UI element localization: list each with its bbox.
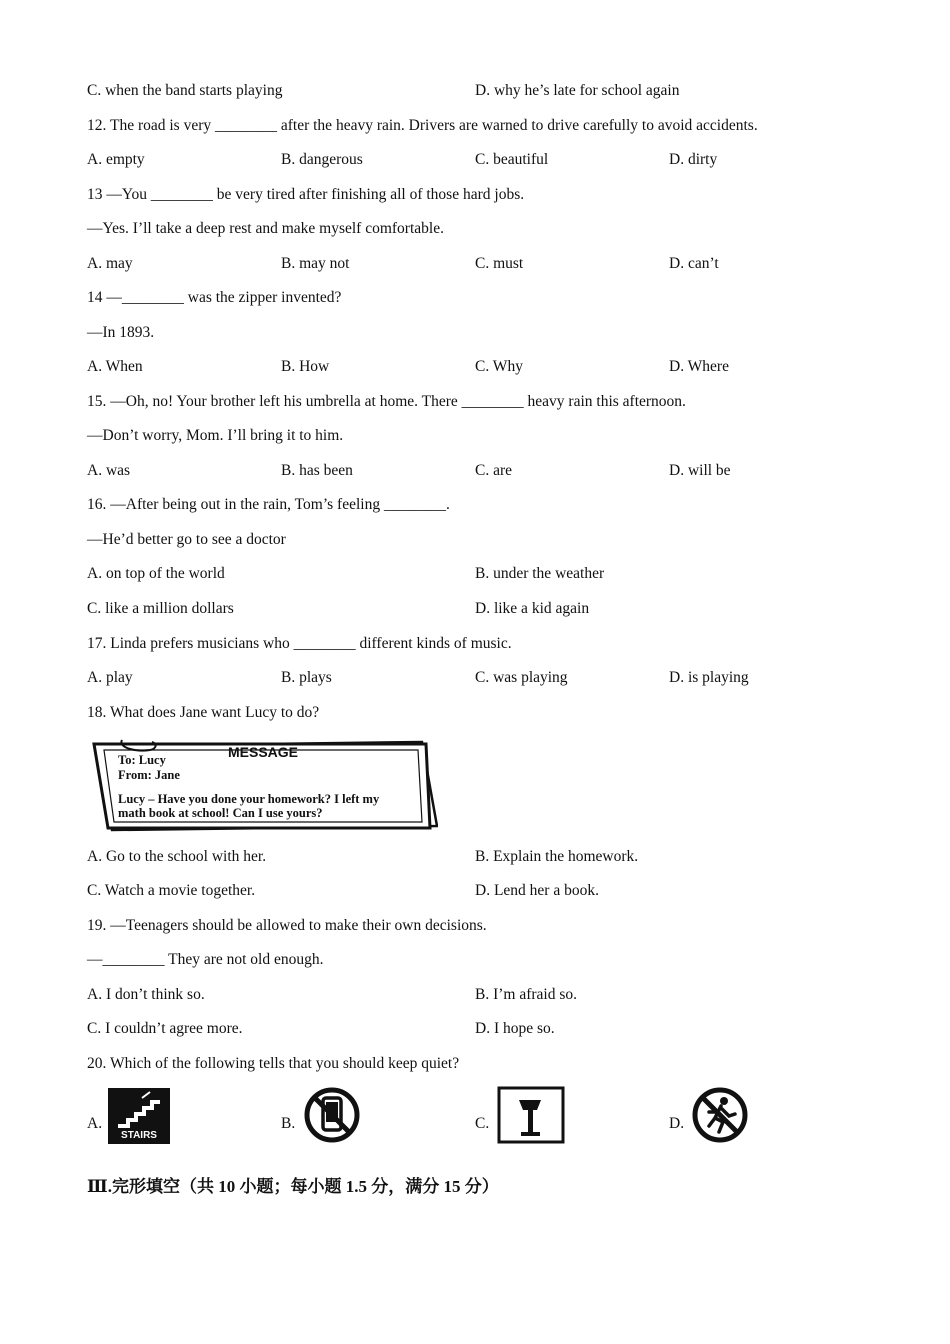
q15-option-a[interactable]: A. was: [87, 462, 131, 479]
q12-stem: 12. The road is very ________ after the heavy rain. Drivers are warned to drive carefully to avoid accidents.: [87, 117, 758, 134]
q18-stem: 18. What does Jane want Lucy to do?: [87, 704, 320, 721]
q12-option-c[interactable]: C. beautiful: [475, 151, 549, 168]
q12-option-a[interactable]: A. empty: [87, 151, 145, 168]
q16-reply: —He’d better go to see a doctor: [87, 531, 286, 548]
q11-option-c[interactable]: C. when the band starts playing: [87, 82, 283, 99]
q11-option-d[interactable]: D. why he’s late for school again: [475, 82, 680, 99]
q13-option-a[interactable]: A. may: [87, 255, 133, 272]
q17-option-b[interactable]: B. plays: [281, 669, 332, 686]
message-title: MESSAGE: [228, 744, 299, 760]
q18-option-b[interactable]: B. Explain the homework.: [475, 848, 639, 865]
q18-option-d[interactable]: D. Lend her a book.: [475, 882, 599, 899]
q20-option-c[interactable]: C.: [475, 1115, 490, 1132]
q19-option-c[interactable]: C. I couldn’t agree more.: [87, 1020, 243, 1037]
message-to: To: Lucy: [118, 753, 166, 767]
no-running-sign-icon[interactable]: [691, 1086, 749, 1149]
q20-option-d[interactable]: D.: [669, 1115, 685, 1132]
message-line-2: math book at school! Can I use yours?: [118, 806, 323, 820]
q14-reply: —In 1893.: [87, 324, 155, 341]
q20-option-a[interactable]: A.: [87, 1115, 103, 1132]
q16-option-d[interactable]: D. like a kid again: [475, 600, 590, 617]
stairs-sign-text: STAIRS: [121, 1130, 157, 1141]
section-3-heading: Ⅲ.完形填空（共 10 小题；每小题 1.5 分，满分 15 分）: [87, 1177, 499, 1196]
q13-option-b[interactable]: B. may not: [281, 255, 350, 272]
q13-reply: —Yes. I’ll take a deep rest and make myself comfortable.: [87, 220, 444, 237]
q19-stem: 19. —Teenagers should be allowed to make their own decisions.: [87, 917, 487, 934]
q16-option-b[interactable]: B. under the weather: [475, 565, 605, 582]
q18-option-c[interactable]: C. Watch a movie together.: [87, 882, 256, 899]
message-from: From: Jane: [118, 768, 180, 782]
q14-option-c[interactable]: C. Why: [475, 358, 523, 375]
q14-option-b[interactable]: B. How: [281, 358, 330, 375]
q16-option-a[interactable]: A. on top of the world: [87, 565, 225, 582]
q13-option-c[interactable]: C. must: [475, 255, 524, 272]
q15-stem: 15. —Oh, no! Your brother left his umbrella at home. There ________ heavy rain this afternoon.: [87, 393, 686, 410]
q13-stem: 13 —You ________ be very tired after finishing all of those hard jobs.: [87, 186, 525, 203]
q19-option-d[interactable]: D. I hope so.: [475, 1020, 555, 1037]
message-line-1: Lucy – Have you done your homework? I left my: [118, 792, 380, 806]
q19-reply: —________ They are not old enough.: [87, 951, 324, 968]
q15-option-c[interactable]: C. are: [475, 462, 513, 479]
q16-stem: 16. —After being out in the rain, Tom’s feeling ________.: [87, 496, 450, 513]
q12-option-b[interactable]: B. dangerous: [281, 151, 363, 168]
q16-option-c[interactable]: C. like a million dollars: [87, 600, 234, 617]
q15-option-d[interactable]: D. will be: [669, 462, 731, 479]
lamp-sign-icon[interactable]: [497, 1086, 565, 1149]
no-phone-sign-icon[interactable]: [303, 1086, 361, 1149]
q14-option-d[interactable]: D. Where: [669, 358, 729, 375]
q17-option-c[interactable]: C. was playing: [475, 669, 568, 686]
q17-option-a[interactable]: A. play: [87, 669, 133, 686]
message-note-image: [92, 738, 438, 832]
q14-option-a[interactable]: A. When: [87, 358, 143, 375]
q15-option-b[interactable]: B. has been: [281, 462, 353, 479]
q14-stem: 14 —________ was the zipper invented?: [87, 289, 342, 306]
q20-option-b[interactable]: B.: [281, 1115, 296, 1132]
q19-option-b[interactable]: B. I’m afraid so.: [475, 986, 578, 1003]
q17-stem: 17. Linda prefers musicians who ________ different kinds of music.: [87, 635, 512, 652]
stairs-sign-icon[interactable]: [108, 1088, 170, 1149]
q17-option-d[interactable]: D. is playing: [669, 669, 749, 686]
q13-option-d[interactable]: D. can’t: [669, 255, 719, 272]
q19-option-a[interactable]: A. I don’t think so.: [87, 986, 205, 1003]
q20-stem: 20. Which of the following tells that you should keep quiet?: [87, 1055, 460, 1072]
q15-reply: —Don’t worry, Mom. I’ll bring it to him.: [87, 427, 344, 444]
q12-option-d[interactable]: D. dirty: [669, 151, 718, 168]
q18-option-a[interactable]: A. Go to the school with her.: [87, 848, 267, 865]
